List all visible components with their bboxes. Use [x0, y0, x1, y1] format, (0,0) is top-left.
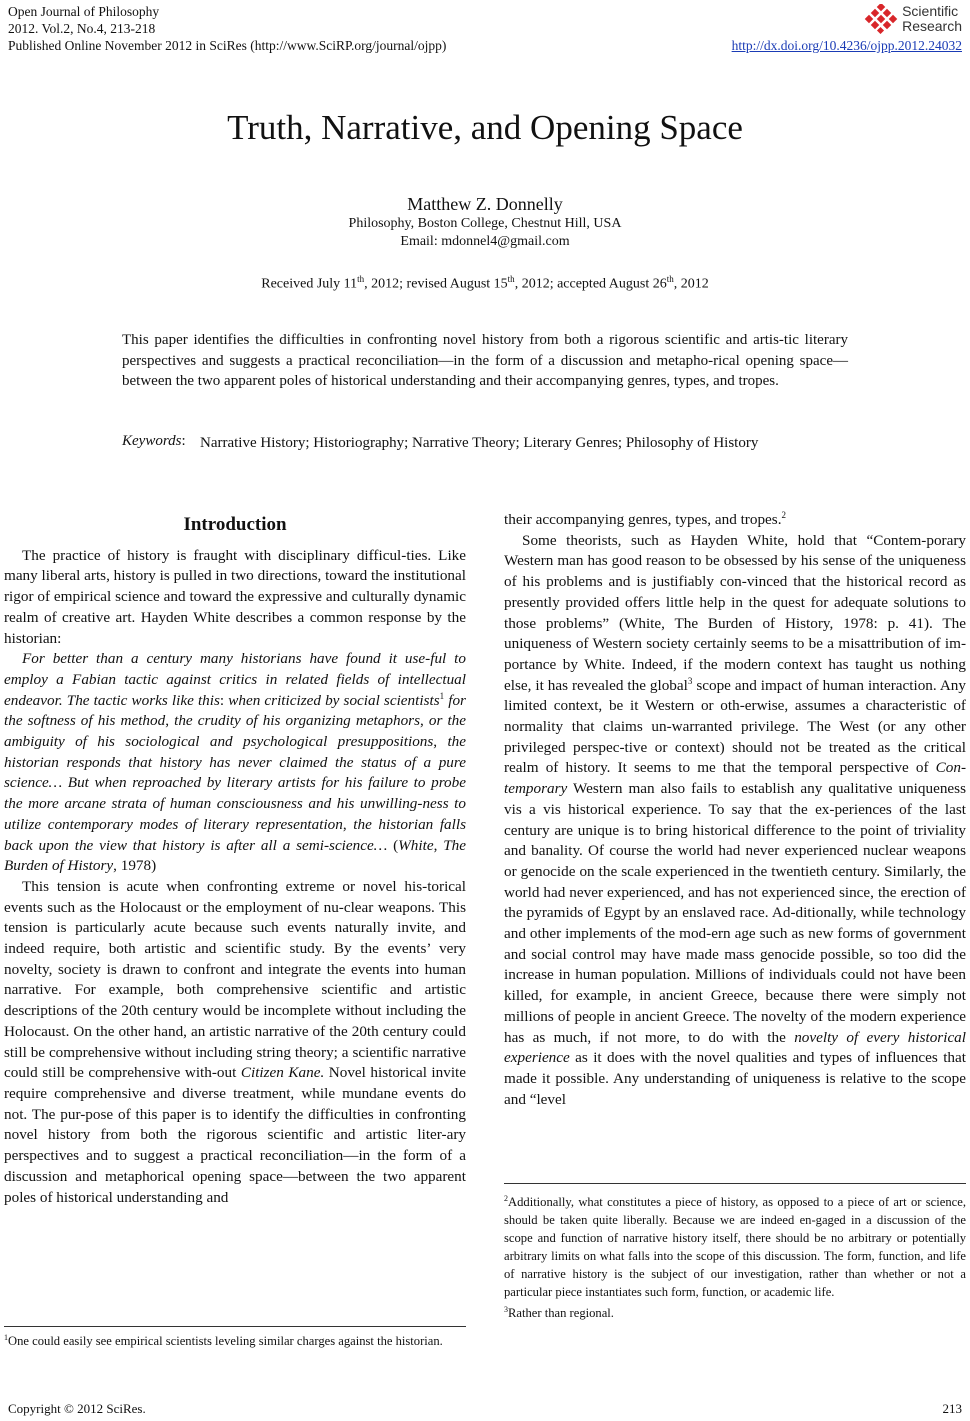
journal-name: Open Journal of Philosophy: [8, 4, 160, 19]
author-name: Matthew Z. Donnelly: [407, 194, 563, 214]
page-number: 213: [942, 1401, 962, 1416]
paragraph-4: Some theorists, such as Hayden White, hold that “Contem-porary Western man has good reason to be obsessed by his sense of the uniqueness of his problems and is justifiably con-vinced that the historical record as presently provided offers little help in the quest for adequate solutions to those problems” (White, The Burden of History, 1978: p. 41). The uniqueness of Western society certainly seems to be a misattribution of im-portance by White. Indeed, if the modern context has taught us nothing else, it has revealed the global$^3$ scope and impact of human interaction. Any limited context, be it Western or oth-erwise, assumes a characteristic of normality that claims un-warranted privilege. The West (or any other privileged perspec-tive or context) should not be treated as the critical realm of history. It seems to me that the temporal perspective of Con-temporary Western man also fails to establish any qualitative uniqueness vis a vis historical experience. To say that the ex-periences of the last century are unique is to bring historical difference to the point of triviality and banality. Of course the world had never experienced nuclear weapons or genocide on the scale experienced in the twentieth century. Similarly, the world had never experienced, and has not experienced since, the erection of the pyramids of Egypt by an enslaved race. Ad-ditionally, while technology and other implements of the mod-ern age such as new forms of government and social control may have made mass genocide possible, so too did the increase in human population. Millions of individuals could not have been killed, for example, in ancient Greece, because there were simply not millions of people in ancient Greece. The novelty of the modern experience has as much, if not more, to do with the novelty of every historical experience as it does with the novel qualities and types of influences that made it possible. Any understanding of uniqueness is relative to the scope and “level: [504, 531, 966, 1108]
footnote-3: $^3$Rather than regional.: [504, 1305, 614, 1321]
paragraph-1: The practice of history is fraught with disciplinary difficul-ties. Like many liberal arts, history is pulled in two directions, toward the institutional rigor of empirical science and toward the expressive and culturally dynamic realm of creative art. Hayden White describes a common response by the historian:: [4, 546, 466, 647]
right-column: [504, 510, 966, 1110]
logo-line-1: Scientific: [902, 3, 959, 19]
block-quote: For better than a century many historians have found it use-ful to employ a Fabian tactic against critics in related fields of intellectual endeavor. The tactic works like this: when criticized by social scientists$^1$ for the softness of his method, the crudity of his organizing metaphors, or the ambiguity of his sociological and psychological presuppositions, the historian responds that history has never claimed the status of a pure science… But when reproached by literary artists for his failure to probe the more arcane strata of human consciousness and his unwilling-ness to utilize contemporary modes of literary representation, the historian falls back upon the view that history is after all a semi-science… (White, The Burden of History, 1978): [4, 650, 467, 875]
abstract: This paper identifies the difficulties in confronting novel history from both a rigorous scientific and artis-tic literary perspectives and suggests a practical reconciliation—in the form of a discussion and metapho-rical opening space—between the two apparent poles of historical understanding and their accompanying genres, types, and tropes.: [122, 332, 848, 389]
received-dates: Received July 11th, 2012; revised August 15th, 2012; accepted August 26th, 2012: [261, 274, 709, 292]
journal-volume: 2012. Vol.2, No.4, 213-218: [8, 21, 156, 36]
footnotes-left: [4, 1326, 466, 1350]
article-title: Truth, Narrative, and Opening Space: [227, 108, 743, 147]
keywords: Narrative History; Historiography; Narrative Theory; Literary Genres; Philosophy of History: [200, 435, 759, 451]
logo-wordmark: [902, 4, 962, 34]
logo-line-2: Research: [902, 18, 962, 34]
footnote-1: $^1$One could easily see empirical scientists leveling similar charges against the historian.: [4, 1333, 443, 1349]
footnote-2: $^2$Additionally, what constitutes a piece of history, as opposed to a piece of art or science, should be taken quite liberally. Because we are indeed en-gaged in a discussion of the scope and function of narrative history itself, there should be no arbitrary or potentially arbitrary limits on what falls into the scope of this discussion. The form, function, and life of narrative history is the subject of our investigation, rather than whether or not a particular piece instantiates such form, function, or academic life.: [504, 1194, 966, 1300]
published-online: Published Online November 2012 in SciRes (http://www.SciRP.org/journal/ojpp): [8, 38, 447, 53]
footnote-rule: [4, 1326, 466, 1327]
section-title: Introduction: [183, 514, 287, 535]
footnote-rule: [504, 1183, 966, 1184]
paragraph-3: This tension is acute when confronting extreme or novel his-torical events such as the Holocaust or the employment of nu-clear weapons. This tension is particularly acute because such events naturally invite, and indeed require, both artistic and scientific study. By the events’ very novelty, society is drawn to confront and integrate the events into human narrative. For example, both comprehensive scientific and artistic descriptions of the 20th century would be incomplete without including the Holocaust. On the other hand, an artistic narrative of the 20th century could still be comprehensive without including string theory; a scientific narrative could still be comprehensive with-out Citizen Kane. Novel historical invite require comprehensive and diverse treatment, while mundane events do not. The pur-pose of this paper is to identify the difficulties in confronting novel history from both the rigorous scientific and artistic liter-ary perspectives and to suggest a practical reconciliation—in the form of a discussion and metaphorical opening space—between the two apparent poles of historical understanding and: [4, 877, 467, 1206]
footnotes-right: [504, 1183, 966, 1322]
author-email: Email: mdonnel4@gmail.com: [400, 234, 570, 249]
logo-mark-icon: [864, 4, 898, 34]
keywords-label: Keywords:: [122, 433, 186, 449]
author-affiliation: Philosophy, Boston College, Chestnut Hill, USA: [348, 216, 622, 231]
scientific-research-logo: [864, 2, 962, 36]
doi-link[interactable]: http://dx.doi.org/10.4236/ojpp.2012.24032: [731, 38, 962, 53]
paragraph-continued: their accompanying genres, types, and tropes.$^2$: [504, 509, 787, 528]
left-column: [4, 510, 466, 1208]
copyright: Copyright © 2012 SciRes.: [8, 1401, 146, 1416]
